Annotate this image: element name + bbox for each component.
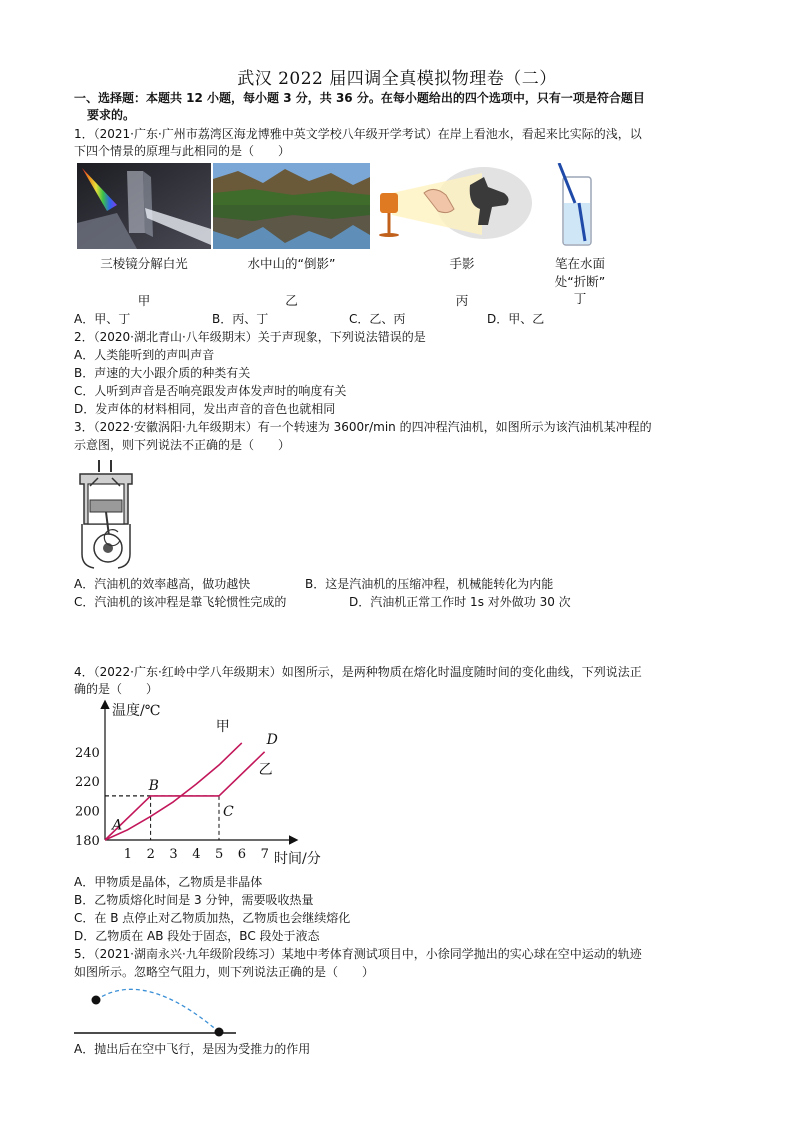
y-axis-label: 温度/℃ [112,703,161,719]
y-tick-label: 220 [75,775,100,791]
image-label-jia: 甲 [137,293,151,308]
x-tick-label: 4 [192,847,201,862]
x-tick-label: 5 [215,847,224,862]
image-caption-jia: 三棱镜分解白光 [100,256,188,271]
q5-stem-line1: 5．（2021·湖南永兴·九年级阶段练习）某地中考体育测试项目中，小徐同学抛出的实心球在空中运动的轨迹 [74,947,642,961]
point-label-d: D [266,731,278,748]
q4-option-c[interactable]: C．在 B 点停止对乙物质加热，乙物质也会继续熔化 [74,911,351,925]
prism-photo [77,163,211,249]
q3-option-c[interactable]: C．汽油机的该冲程是靠飞轮惯性完成的 [74,595,287,609]
x-tick-label: 1 [123,847,133,862]
x-tick-label: 3 [169,847,178,862]
q3-stem-line1: 3．（2022·安徽涡阳·九年级期末）有一个转速为 3600r/min 的四冲程汽油机，如图所示为该汽油机某冲程的 [74,420,652,434]
q5-stem-line2: 如图所示。忽略空气阻力，则下列说法正确的是（ ） [74,965,375,979]
mountain-reflection-photo [213,163,370,249]
q4-option-d[interactable]: D．乙物质在 AB 段处于固态，BC 段处于液态 [74,929,320,943]
q4-option-b[interactable]: B．乙物质熔化时间是 3 分钟，需要吸收热量 [74,893,314,907]
series-name-label: 甲 [215,718,230,735]
q2-option-d[interactable]: D．发声体的材料相同，发出声音的音色也就相同 [74,402,336,416]
q3-option-d[interactable]: D．汽油机正常工作时 1s 对外做功 30 次 [349,595,571,609]
q1-option-a[interactable]: A．甲、丁 [74,312,131,326]
q4-option-a[interactable]: A．甲物质是晶体，乙物质是非晶体 [74,875,263,889]
image-caption-yi: 水中山的“倒影” [247,256,336,271]
q2-stem: 2．（2020·湖北青山·八年级期末）关于声现象，下列说法错误的是 [74,330,426,344]
section-heading-line2: 要求的。 [87,108,136,122]
engine-diagram [76,458,136,570]
q4-stem-line1: 4．（2022·广东·红岭中学八年级期末）如图所示，是两种物质在熔化时温度随时间的变化曲线，下列说法正 [74,665,642,679]
x-tick-label: 2 [146,847,155,862]
q1-stem-line1: 1．（2021·广东·广州市荔湾区海龙博雅中英文学校八年级开学考试）在岸上看池水，看起来比实际的浅，以 [74,127,642,141]
melting-chart [70,698,350,870]
pen-in-water-picture [557,163,597,249]
q1-option-b[interactable]: B．丙、丁 [212,312,269,326]
section-heading [74,89,645,107]
image-label-ding: 丁 [573,291,587,306]
y-tick-label: 240 [75,745,100,761]
image-caption-ding-line1: 笔在水面 [554,256,605,271]
x-tick-label: 6 [237,847,247,862]
point-label-c: C [223,803,234,820]
x-axis-label: 时间/分 [274,851,321,867]
q1-option-d[interactable]: D．甲、乙 [487,312,545,326]
image-label-bing: 丙 [455,293,469,308]
q2-option-a[interactable]: A．人类能听到的声叫声音 [74,348,215,362]
series-line-jia [105,743,242,840]
ball-trajectory-diagram [74,980,244,1040]
point-label-a: A [112,817,123,834]
q3-stem-line2: 示意图，则下列说法不正确的是（ ） [74,438,291,452]
q2-option-b[interactable]: B．声速的大小跟介质的种类有关 [74,366,251,380]
series-name-label: 乙 [258,761,273,778]
image-caption-bing: 手影 [449,256,475,271]
point-label-b: B [148,777,159,794]
hand-shadow-picture [372,163,532,249]
y-tick-label: 200 [75,804,100,820]
ball-start [92,996,101,1005]
ball-end [215,1028,224,1037]
x-tick-label: 7 [260,847,269,862]
q4-stem-line2: 确的是（ ） [74,682,159,696]
q3-option-a[interactable]: A．汽油机的效率越高，做功越快 [74,577,251,591]
image-caption-ding-line2: 处“折断” [554,274,606,289]
q5-option-a[interactable]: A．抛出后在空中飞行，是因为受推力的作用 [74,1042,311,1056]
section-heading-line1: 一、选择题：本题共 12 小题，每小题 3 分，共 36 分。在每小题给出的四个选项中，只有一项是符合题目 [74,91,645,105]
q1-stem-line2: 下四个情景的原理与此相同的是（ ） [74,144,291,158]
page-title: 武汉 2022 届四调全真模拟物理卷（二） [237,69,557,89]
image-label-yi: 乙 [285,293,298,308]
q2-option-c[interactable]: C．人听到声音是否响亮跟发声体发声时的响度有关 [74,384,347,398]
q1-option-c[interactable]: C．乙、丙 [349,312,406,326]
q3-option-b[interactable]: B．这是汽油机的压缩冲程，机械能转化为内能 [305,577,554,591]
y-tick-label: 180 [75,834,100,849]
